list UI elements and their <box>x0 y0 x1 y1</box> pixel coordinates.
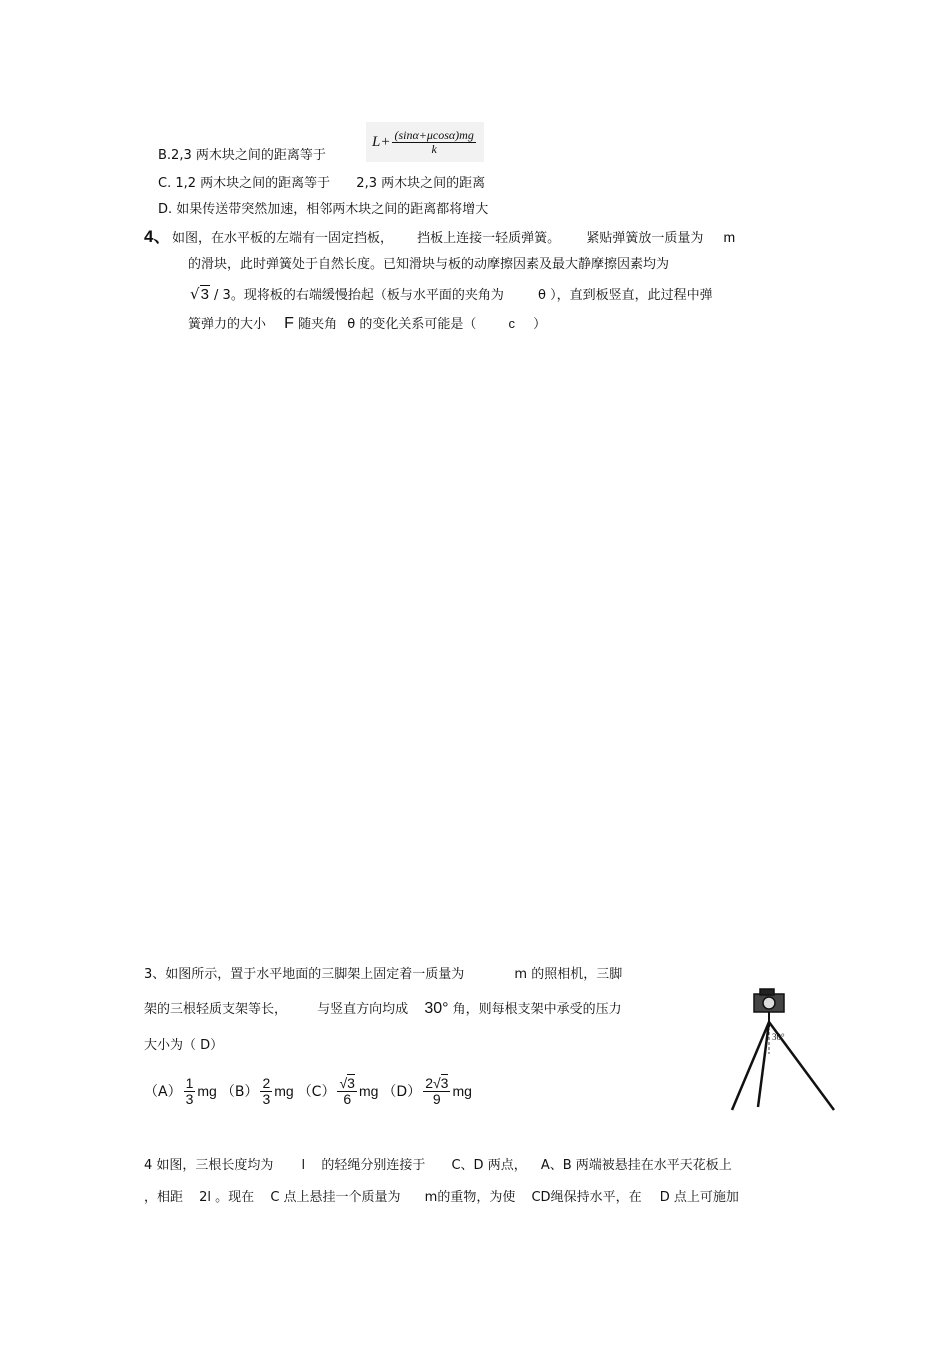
q3-text-1a: 3、如图所示，置于水平地面的三脚架上固定着一质量为 <box>144 967 465 982</box>
q4b-text-1b: l <box>301 1158 306 1173</box>
q4b-text-1d: C、D 两点， <box>451 1158 527 1173</box>
q4b-text-2d: m的重物，为使 <box>424 1190 516 1205</box>
q4-text-4b: 随夹角 <box>298 317 338 332</box>
q4-text-1c: 紧贴弹簧放一质量为 <box>586 231 704 246</box>
q3-angle: 30° <box>424 1000 449 1017</box>
q4-theta: θ <box>537 288 546 303</box>
option-c <box>158 172 485 191</box>
option-d-label: D. 如果传送带突然加速，相邻两木块之间的距离都将增大 <box>158 202 489 217</box>
angle-label: 30° <box>772 1032 785 1042</box>
option-d-denominator: 9 <box>432 1090 441 1107</box>
q4b-text-1e: A、B 两端被悬挂在水平天花板上 <box>540 1158 732 1173</box>
q4b-text-2e: CD绳保持水平，在 <box>531 1190 642 1205</box>
option-c-denominator: 6 <box>343 1090 352 1107</box>
option-b-mg: mg <box>274 1083 294 1100</box>
question-4-number: 4、 <box>144 227 171 246</box>
q4-theta-2: θ <box>347 317 356 332</box>
q4b-text-1c: 的轻绳分别连接于 <box>321 1158 426 1173</box>
option-c-label: C. 1,2 两木块之间的距离等于 <box>158 176 331 191</box>
q4b-text-1a: 4 如图，三根长度均为 <box>144 1158 274 1173</box>
question-4b-line1 <box>144 1154 732 1173</box>
formula-denominator: k <box>431 141 437 156</box>
option-a-label: （A） <box>144 1084 182 1101</box>
formula-numerator: (sinα+μcosα)mg <box>394 127 474 142</box>
tripod-camera-figure <box>722 982 842 1117</box>
q3-text-2d: 角，则每根支架中承受的压力 <box>452 1002 622 1017</box>
q3-text-2b: 与竖直方向均成 <box>317 1002 409 1017</box>
option-c-radicand: 3 <box>347 1075 355 1091</box>
q4-text-3b: ），直到板竖直，此过程中弹 <box>550 288 713 303</box>
q4-text-4d: ） <box>533 317 547 332</box>
option-d-mg: mg <box>452 1083 472 1100</box>
q4-text-2: 的滑块，此时弹簧处于自然长度。已知滑块与板的动摩擦因素及最大静摩擦因素均为 <box>188 257 670 272</box>
question-4-line2 <box>188 253 669 272</box>
option-b-numerator: 2 <box>262 1075 271 1091</box>
q4-answer: c <box>508 316 515 331</box>
q4-text-1a: 如图，在水平板的左端有一固定挡板， <box>172 231 394 246</box>
option-a-numerator: 1 <box>185 1075 194 1091</box>
formula-left: L+ <box>372 133 391 150</box>
q4b-text-2c: C 点上悬挂一个质量为 <box>270 1190 401 1205</box>
q4-text-3a: / 3。现将板的右端缓慢抬起（板与水平面的夹角为 <box>214 288 504 303</box>
sqrt-radicand: 3 <box>200 286 209 303</box>
q4-F: F <box>284 315 294 332</box>
question-4b-line2 <box>144 1186 739 1205</box>
q4-text-4c: 的变化关系可能是（ <box>359 317 477 332</box>
option-b-formula <box>366 122 484 162</box>
option-b-fraction <box>260 1076 272 1106</box>
question-4-line4 <box>188 313 546 333</box>
option-d-radicand: 3 <box>440 1075 449 1091</box>
option-d-label-q3: （D） <box>382 1084 422 1101</box>
option-b-label: B.2,3 两木块之间的距离等于 <box>158 148 326 163</box>
option-d-numerator: 2√3 <box>425 1075 449 1091</box>
option-b-denominator: 3 <box>262 1090 271 1107</box>
q4b-text-2f: D 点上可施加 <box>659 1190 739 1205</box>
question-4-line3 <box>190 284 713 303</box>
q4-text-4a: 簧弹力的大小 <box>188 317 267 332</box>
option-a-fraction <box>184 1076 196 1106</box>
question-3-line3 <box>144 1034 223 1053</box>
option-b-label-q3: （B） <box>220 1084 259 1101</box>
q3-text-3: 大小为（ D） <box>144 1038 224 1053</box>
option-c-tail: 2,3 两木块之间的距离 <box>356 176 486 191</box>
q4-text-1b: 挡板上连接一轻质弹簧。 <box>417 231 561 246</box>
option-a-denominator: 3 <box>185 1090 194 1107</box>
option-d-coef: 2 <box>425 1075 433 1091</box>
option-c-label-q3: （C） <box>297 1084 336 1101</box>
q3-text-1b: m 的照相机，三脚 <box>514 967 623 982</box>
sqrt-3: √3 <box>190 285 209 303</box>
option-c-fraction <box>337 1076 356 1106</box>
option-d-fraction <box>423 1076 450 1106</box>
q3-text-2a: 架的三根轻质支架等长， <box>144 1002 288 1017</box>
formula-fraction <box>392 129 475 155</box>
question-3-line1 <box>144 963 622 982</box>
question-3-options <box>144 1076 472 1106</box>
question-3-line2 <box>144 998 622 1018</box>
option-d <box>158 198 488 217</box>
option-b <box>158 144 326 163</box>
option-c-numerator: √3 <box>339 1075 355 1091</box>
option-a-mg: mg <box>197 1083 217 1100</box>
q4b-text-2b: 2l 。现在 <box>199 1190 255 1205</box>
q4-text-1d: m <box>723 229 736 245</box>
q4b-text-2a: ，相距 <box>144 1190 184 1205</box>
question-4-line1 <box>172 227 735 246</box>
option-c-mg: mg <box>358 1083 379 1100</box>
camera-icon <box>754 989 784 1012</box>
